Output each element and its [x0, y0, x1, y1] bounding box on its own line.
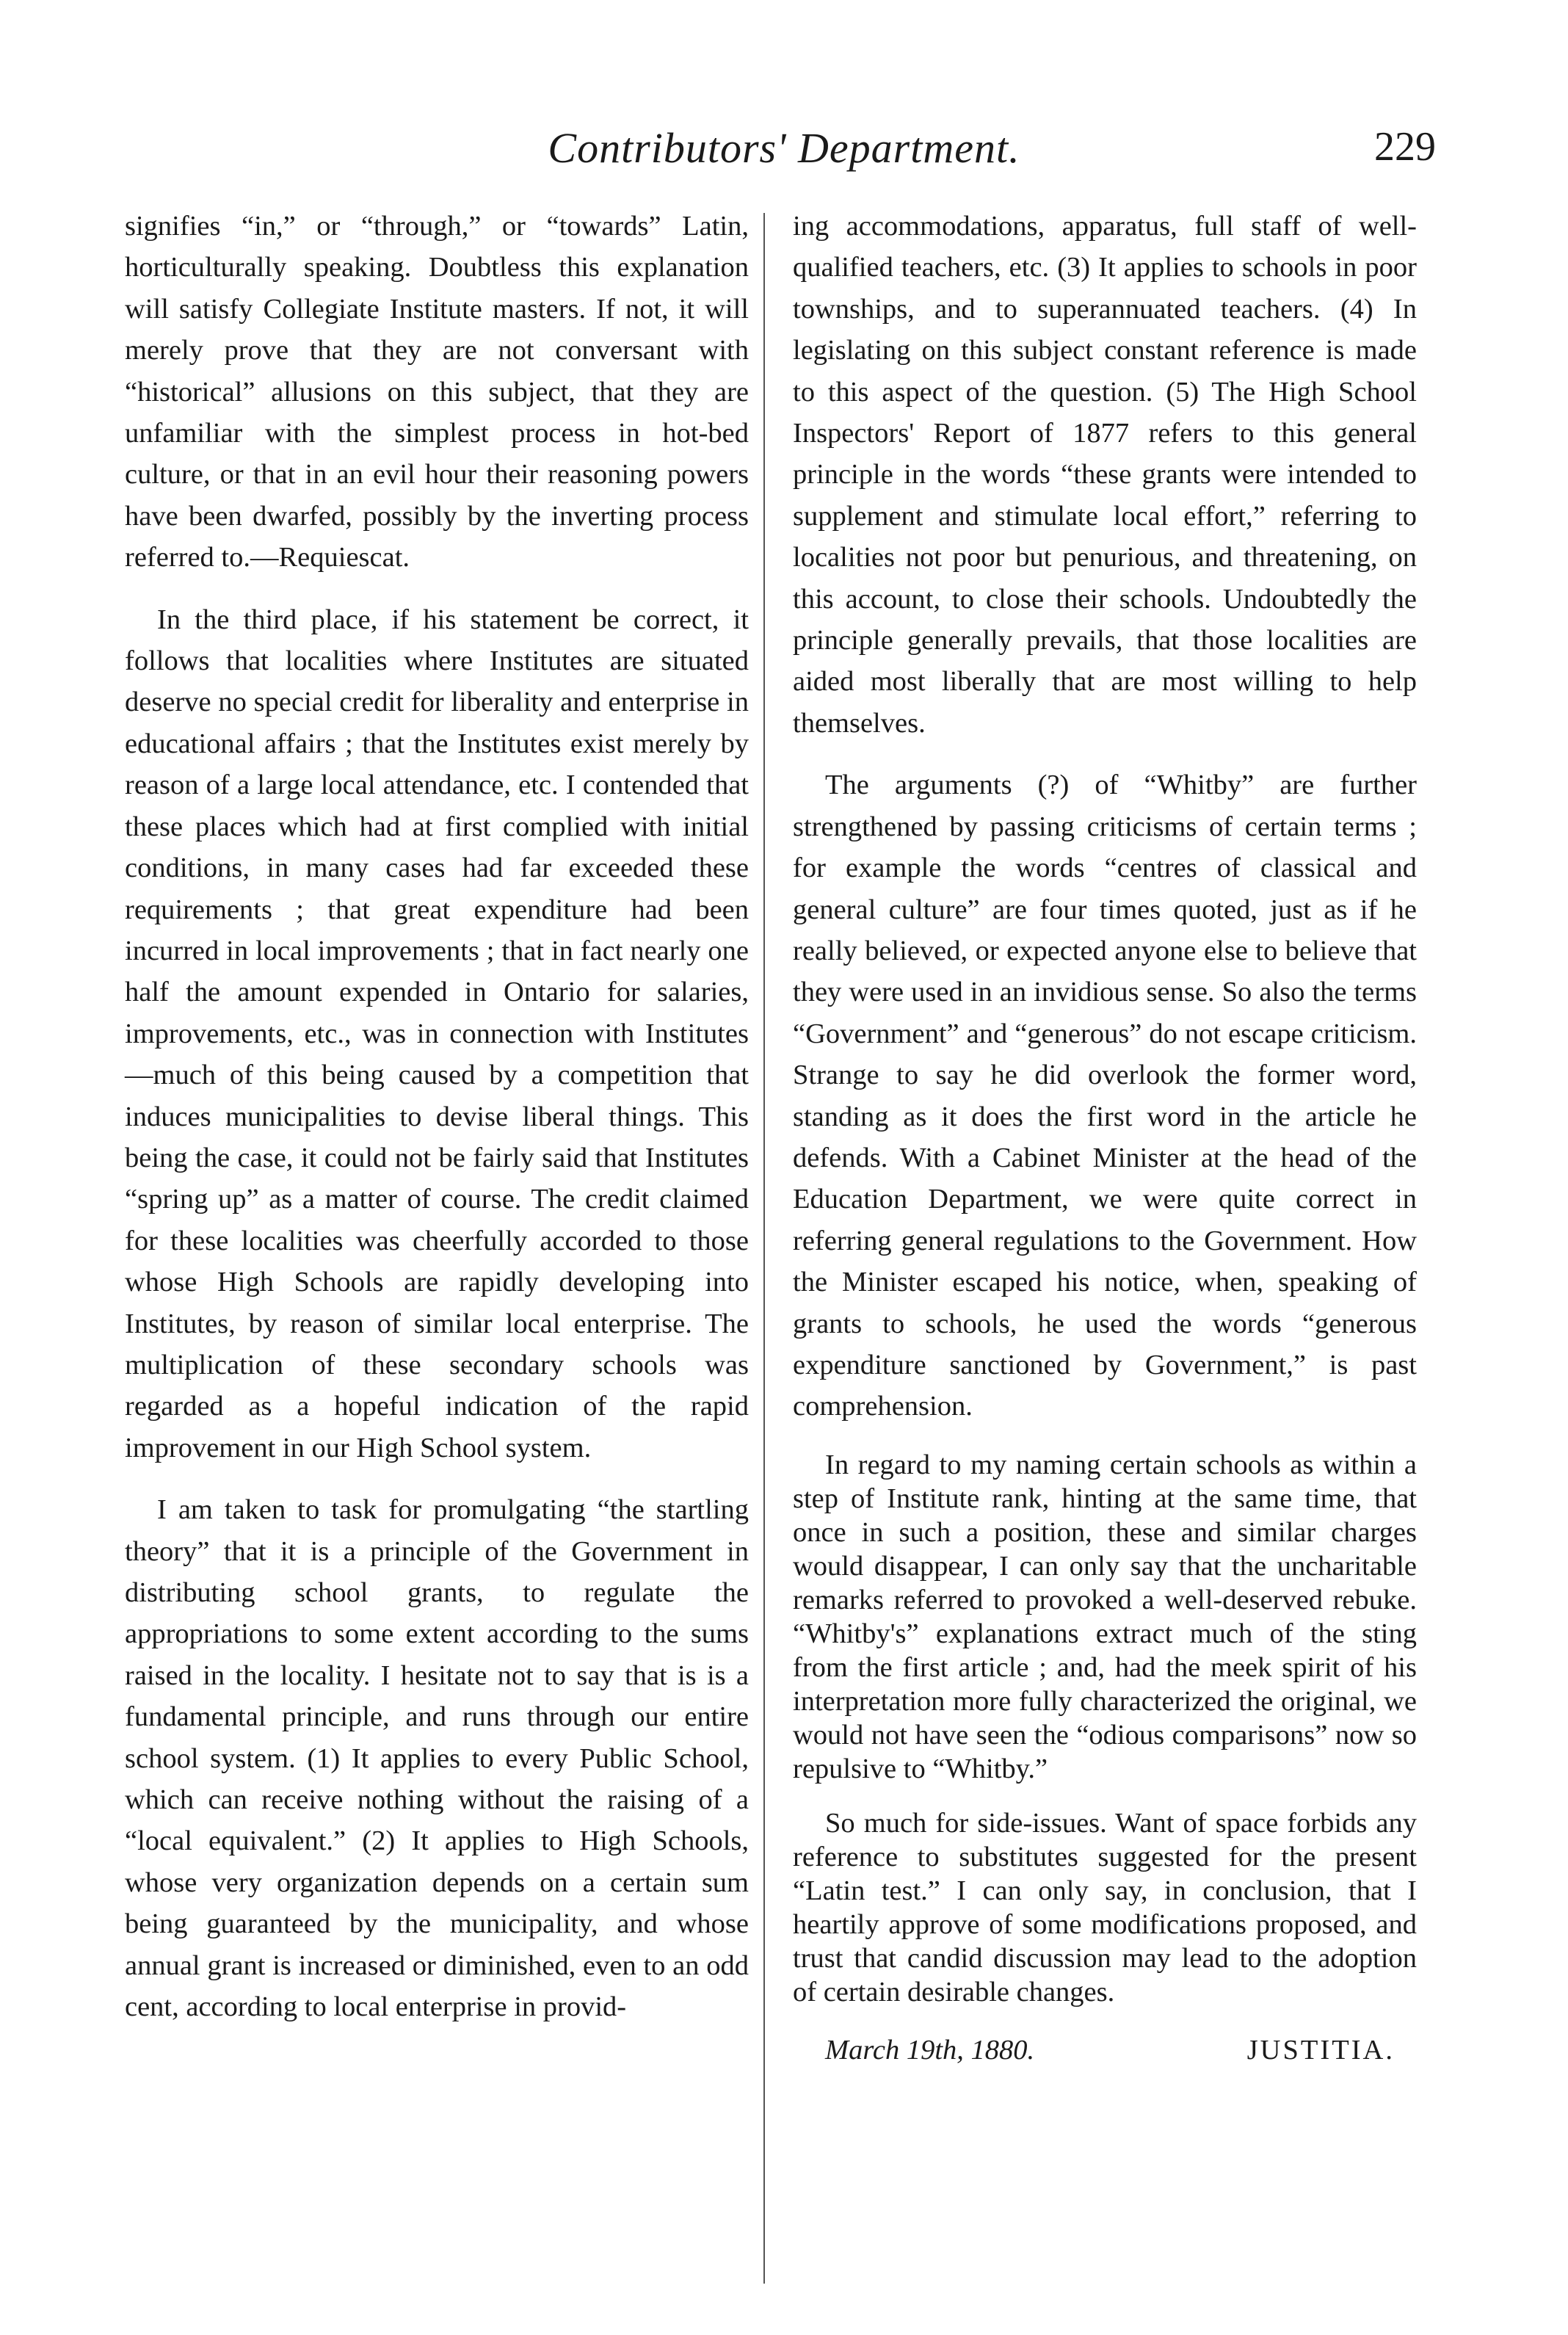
right-column [793, 206, 1417, 2071]
right-paragraph-4: So much for side-issues. Want of space forbids any reference to substitutes suggested for the present “Latin test.” I can only say, in conclusion, that I heartily approve of some modifications proposed, and trust that candid discussion may lead to the adoption of certain desirable changes. [793, 1807, 1417, 2008]
left-paragraph-3: I am taken to task for promulgating “the startling theory” that it is a principle of the Government in distributing school grants, to regulate the appropriations to some extent according to the sums raised in the locality. I hesitate not to say that is is a fundamental principle, and runs through our entire school system. (1) It applies to every Public School, which can receive nothing without the raising of a “local equivalent.” (2) It applies to High Schools, whose very organization depends on a certain sum being guaranteed by the municipality, and whose annual grant is increased or diminished, even to an odd cent, according to local enterprise in provid- [125, 1494, 749, 2023]
page-number: 229 [1374, 124, 1436, 170]
right-paragraph-1: ing accommodations, apparatus, full staff of well-qualified teachers, etc. (3) It applies to schools in poor townships, and to superannuated teachers. (4) In legislating on this subject constant reference is made to this aspect of the question. (5) The High School Inspectors' Report of 1877 refers to this general principle in the words “these grants were intended to supplement and stimulate local effort,” referring to localities not poor but penurious, and threatening, on this account, to close their schools. Undoubtedly the principle generally prevails, that those localities are aided most liberally that are most willing to help themselves. [793, 211, 1417, 739]
running-title: Contributors' Department. [548, 124, 1020, 172]
signature-name: JUSTITIA. [1246, 2034, 1395, 2066]
right-paragraph-3: In regard to my naming certain schools as within a step of Institute rank, hinting at the same time, that once in such a position, these and similar charges would disappear, I can only say that the uncharitable remarks referred to provoked a well-deserved rebuke. “Whitby's” explanations extract much of the sting from the first article ; and, had the meek spirit of his interpretation more fully characterized the original, we would not have seen the “odious comparisons” now so repulsive to “Whitby.” [793, 1449, 1417, 1784]
page-header [0, 123, 1568, 182]
left-column [125, 206, 749, 2048]
signature-date: March 19th, 1880. [825, 2034, 1035, 2066]
right-paragraph-2: The arguments (?) of “Whitby” are further strengthened by passing criticisms of certain terms ; for example the words “centres of classical and general culture” are four times quoted, just as if he really believed, or expected anyone else to believe that they were used in an invidious sense. So also the terms “Government” and “generous” do not escape criticism. Strange to say he did overlook the former word, standing as it does the first word in the article he defends. With a Cabinet Minister at the head of the Education Department, we were quite correct in referring general regulations to the Government. How the Minister escaped his notice, when, speaking of grants to schools, he used the words “generous expenditure sanctioned by Government,” is past comprehension. [793, 770, 1417, 1422]
signature [793, 2030, 1417, 2071]
left-paragraph-1: signifies “in,” or “through,” or “towards” Latin, horticulturally speaking. Doubtless this explanation will satisfy Collegiate Institute masters. If not, it will merely prove that they are not conversant with “historical” allusions on this subject, that they are unfamiliar with the simplest process in hot-bed culture, or that in an evil hour their reasoning powers have been dwarfed, possibly by the inverting process referred to.—Requiescat. [125, 211, 749, 573]
left-paragraph-2: In the third place, if his statement be correct, it follows that localities where Institutes are situated deserve no special credit for liberality and enterprise in educational affairs ; that the Institutes exist merely by reason of a large local attendance, etc. I contended that these places which had at first complied with initial conditions, in many cases had far exceeded these requirements ; that great expenditure had been incurred in local improvements ; that in fact nearly one half the amount expended in Ontario for salaries, improvements, etc., was in connection with Institutes—much of this being caused by a competition that induces municipalities to devise liberal things. This being the case, it could not be fairly said that Institutes “spring up” as a matter of course. The credit claimed for these localities was cheerfully accorded to those whose High Schools are rapidly developing into Institutes, by reason of similar local enterprise. The multiplication of these secondary schools was regarded as a hopeful indication of the rapid improvement in our High School system. [125, 604, 749, 1463]
column-divider [763, 213, 765, 2284]
